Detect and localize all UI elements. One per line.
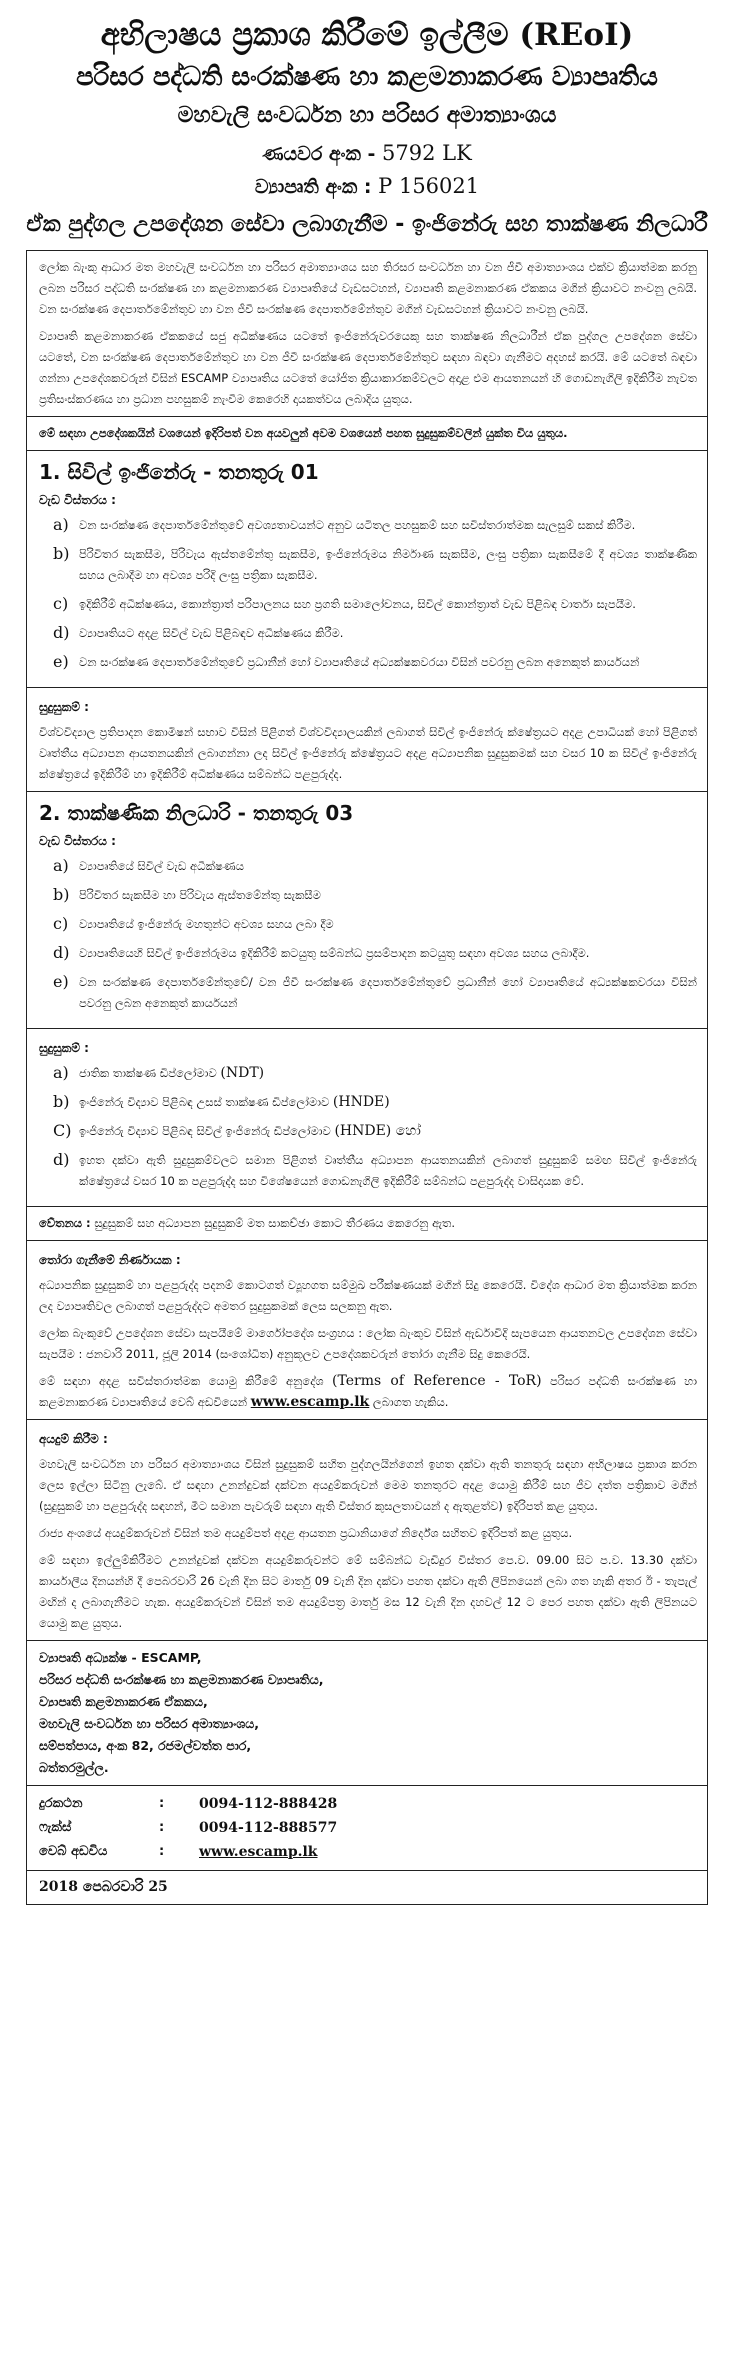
application-label: අයදුම් කිරීම : <box>39 1432 108 1446</box>
item-label: d) <box>53 943 70 962</box>
list-item <box>39 914 697 935</box>
list-item <box>39 1150 697 1192</box>
item-text: වන සංරක්ෂණ දෙපාර්තමේන්තුවේ අවශ්‍යතාවයන්ට අනුව යටිතල පහසුකම් සහ සවිස්තරාත්මක සැලසුම් සකස් කිරීම. <box>79 518 636 532</box>
ministry-name: මහවැලි සංවර්ධන හා පරිසර අමාත්‍යාංශය <box>177 103 557 128</box>
credit-label: ණයවර අංක - <box>262 143 376 165</box>
list-item <box>39 544 697 586</box>
project-number <box>26 171 708 202</box>
phone-label: දුරකථන <box>39 1796 83 1811</box>
salary-note-text: සුදුසුකම් සහ අධ්‍යාපන සුදුසුකම් මත සාකච්ඡා කොට තීරණය කෙරෙනු ඇත. <box>94 1216 456 1230</box>
section-2-title: 2. තාක්ෂණික නිලධාරි - තනතුරු 03 <box>39 801 354 825</box>
web-label: වෙබ් අඩවිය <box>39 1844 108 1859</box>
separator: : <box>159 1844 165 1859</box>
section-2-qual-label: සුදුසුකම් : <box>39 1041 89 1055</box>
item-label: d) <box>53 623 70 642</box>
date-box <box>26 1871 708 1905</box>
contact-details <box>26 1786 708 1871</box>
qual-name: ඉංජිනේරු විද්‍යාව පිළිබඳ උසස් තාක්ෂණ ඩිප්ලෝමාව <box>79 1095 330 1109</box>
section-technical-officer <box>26 792 708 1029</box>
application-paragraph-1: මහවැලි සංවර්ධන හා පරිසර අමාත්‍යාංශය විසින් සුදුසුකම් සහිත පුද්ගලයින්ගෙන් ඉහත දක්වා ඇති තනතුරු සඳහා අභිලාෂය ප්‍රකාශ කරන ලෙස ඉල්ලා සිටිනු ලැබේ. ඒ සඳහා උනන්දුවක් දක්වන අයදුම්කරුවන් මෙම තනතුරට අදළ යොමු කිරීම් සහ ජීව දත්ත පත්‍රිකාව මගින් (සුදුසුකම් හා පළපුරුද්ද සඳහන්, මීට සමාන පැවරුම් සඳහා ඇති විස්තර කුසලතාවයන් ද ඇතුළත්ව) ඉදිරිපත් කළ යුතුය. <box>39 1457 697 1513</box>
notice-date: 2018 පෙබරවාරි 25 <box>39 1879 168 1895</box>
credit-number <box>26 138 708 169</box>
tor-source: පරිසර පද්ධති සංරක්ෂණ හා කළමනාකරණ ව්‍යාපෘතියේ වෙබ් අඩවියෙන් <box>39 1374 697 1409</box>
web-row <box>39 1840 697 1864</box>
section-civil-engineer <box>26 451 708 688</box>
item-text <box>79 1063 697 1084</box>
qual-abbr: (HNDE) <box>332 1094 390 1110</box>
website-link[interactable]: www.escamp.lk <box>250 1394 370 1410</box>
list-item <box>39 856 697 877</box>
address-line: ව්‍යාපෘති අධ්‍යක්ෂ - ESCAMP, <box>39 1650 202 1665</box>
selection-paragraph-1: අධ්‍යාපනික සුදුසුකම් හා පළපුරුද්ද පදනම් කොටගත් ව්‍යූහගත සම්මුඛ පරීක්ෂණයක් මගින් සිදු කෙරෙයි. විදේශ ආධාර මත ක්‍රියාත්මක කරන ලද ව්‍යාපෘතිවල ලබාගත් පළපුරුද්දට අමතර සුදුසුකමක් ලෙස සලකනු ඇත. <box>39 1278 697 1313</box>
fax-row <box>39 1816 697 1840</box>
list-item <box>39 1121 697 1142</box>
item-label: a) <box>53 856 69 875</box>
address-line: ව්‍යාපෘති කළමනාකරණ ඒකකය, <box>39 1694 208 1709</box>
credit-value: 5792 LK <box>382 141 472 165</box>
qual-abbr: (HNDE) හෝ <box>334 1123 421 1139</box>
application-paragraph-2: රාජ්‍ය අංශයේ අයදුම්කරුවන් විසින් තම අයදුම්පත් අදළ ආයතන ප්‍රධානියාගේ නිර්දේශ සහිතව ඉදිරිපත් කළ යුතුය. <box>39 1526 573 1540</box>
item-label: C) <box>53 1121 72 1140</box>
item-label: b) <box>53 885 70 904</box>
section-1-scope-label: වැඩ විස්තරය : <box>39 493 116 507</box>
intro-requirement: මේ සඳහා උපදේශකයින් වශයෙන් ඉදිරිපත් වන අයවලුන් අවම වශයෙන් පහත සුදුසුකම්වලින් යුක්ත විය යුතුය. <box>39 426 568 440</box>
item-label: b) <box>53 544 70 563</box>
address-line: සම්පත්පාය, අංක 82, රජමල්වත්ත පාර, <box>39 1738 252 1753</box>
item-label: d) <box>53 1150 70 1169</box>
item-label: e) <box>53 972 69 991</box>
fax-label: ෆැක්ස් <box>39 1820 72 1835</box>
section-1-qualifications <box>26 688 708 792</box>
qual-abbr: (NDT) <box>220 1065 265 1081</box>
item-text: ව්‍යාපෘතියෙහි සිවිල් ඉංජිනේරුමය ඉදිකිරීම් කටයුතු සම්බන්ධ ප්‍රසම්පාදන කටයුතු සඳහා අවශ්‍ය සහය ලබාදීම. <box>79 946 590 960</box>
notice-title <box>26 16 708 54</box>
item-text: වන සංරක්ෂණ දෙපාර්තමේන්තුවේ/ වන ජීවී සංරක්ෂණ දෙපාර්තමේන්තුවේ ප්‍රධානීන් හෝ ව්‍යාපෘතියේ අධ්‍යක්ෂකවරයා විසින් පවරනු ලබන අනෙකුත් කාර්යයන් <box>79 975 697 1010</box>
item-text: ව්‍යාපෘතියේ ඉංජිනේරු මහතුන්ට අවශ්‍ය සහය ලබා දීම <box>79 917 334 931</box>
tor-intro: මේ සඳහා අදළ සවිස්තරාත්මක යොමු කිරීමේ අනුදේශ <box>39 1374 324 1388</box>
separator: : <box>159 1820 165 1835</box>
selection-criteria <box>26 1241 708 1420</box>
list-item <box>39 1063 697 1084</box>
intro-paragraph-2: ව්‍යාපෘති කළමනාකරණ ඒකකයේ සජු අධීක්ෂණය යටතේ ඉංජිනේරුවරයෙකු සහ තාක්ෂණ නිලධාරීන් ඒක පුද්ගල උපදේශන සේවා යටතේ, වන සංරක්ෂණ දෙපාර්තමේන්තුව හා වන ජීවී සංරක්ෂණ දෙපාර්තමේන්තුව සඳහා බඳවා ගැනීමට අදහස් කරයි. මේ යටතේ බඳවා ගන්නා උපදේශකවරුන් විසින් ESCAMP ව්‍යාපෘතිය යටතේ යෝජිත ක්‍රියාකාරකම්වලට අදාළ එම ආයතනයන් හි ගොඩනැගිලි ඉදිකිරීම නැවත ප්‍රතිසංස්කරණය හා ප්‍රධාන පහසුකම් නැංවීම කෙරෙහි දායකත්වය ලබාදිය යුතුය. <box>39 329 697 406</box>
list-item <box>39 594 697 615</box>
application-section <box>26 1420 708 1641</box>
section-1-qual-label: සුදුසුකම් : <box>39 700 89 714</box>
item-label: e) <box>53 652 69 671</box>
list-item <box>39 623 697 644</box>
item-text: ව්‍යාපෘතියට අදළ සිවිල් වැඩ පිළිබඳව අධීක්ෂණය කිරීම. <box>79 626 344 640</box>
title-sinhala: අභිලාෂය ප්‍රකාශ කිරීමේ ඉල්ලීම <box>100 17 509 53</box>
project-number-label: ව්‍යාපෘති අංක : <box>254 176 372 198</box>
list-item <box>39 943 697 964</box>
project-number-value: P 156021 <box>378 174 480 198</box>
item-text: ඉදිකිරීම් අධීක්ෂණය, කොන්ත්‍රාත් පරිපාලනය සහ ප්‍රගති සමාලෝචනය, සිවිල් කොන්ත්‍රාත් වැඩ පිළිබඳ වාර්තා සැපයීම. <box>79 597 636 611</box>
item-label: c) <box>53 914 69 933</box>
salary-note <box>26 1207 708 1241</box>
address-line: මහවැලි සංවර්ධන හා පරිසර අමාත්‍යාංශය, <box>39 1716 259 1731</box>
item-text <box>79 1121 697 1142</box>
notice-subject: ඒක පුද්ගල උපදේශන සේවා ලබාගැනීම - ඉංජිනේරු සහ තාක්ෂණ නිලධාරී <box>26 212 708 237</box>
section-1-title: 1. සිවිල් ඉංජිනේරු - තනතුරු 01 <box>39 460 319 484</box>
intro-box <box>26 250 708 417</box>
application-paragraph-3: මේ සඳහා ඉල්ලුම්කිරීමට උනන්දුවක් දක්වන අයදුම්කරුවන්ට මේ සම්බන්ධ වැඩිදුර විස්තර පෙ.ව. 09.00 සිට ප.ව. 13.30 දක්වා කාර්යාලීය දිනයන්හි දී පෙබරවාරි 26 වැනි දින සිට මාර්තු 09 වැනි දින දක්වා පහත දක්වා ඇති ලිපිනයෙන් ලබා ගත හැකි අතර ඊ - තැපැල් මඟින් ද ලබාගැනීමට හැක. අයදුම්කරුවන් විසින් තම අයදුම්පත්‍ර මාර්තු මස 12 වැනි දින දහවල් 12 ට පෙර පහත දක්වා ඇති ලිපිනයට යොමු කළ යුතුය. <box>39 1553 697 1630</box>
title-english: (REoI) <box>519 17 634 53</box>
item-text: පිරිවිතර සැකසීම, පිරිවැය ඇස්තමේන්තු සැකසීම, ඉංජිනේරුමය නිර්මාණ සැකසීම, ලංසු පත්‍රිකා සැකසීමේ දී අවශ්‍ය තාක්ෂණික සහය ලබාදීම හා අවශ්‍ය පරිදි ලංසු පත්‍රිකා සැකසීම. <box>79 547 697 582</box>
list-item <box>39 652 697 673</box>
fax-number: 0094-112-888577 <box>199 1820 338 1836</box>
list-item <box>39 972 697 1014</box>
phone-row <box>39 1792 697 1816</box>
item-label: c) <box>53 594 69 613</box>
section-2-qualifications <box>26 1029 708 1207</box>
item-text: ව්‍යාපෘතියේ සිවිල් වැඩ අධීක්ෂණය <box>79 859 244 873</box>
item-label: a) <box>53 515 69 534</box>
salary-note-label: වේතනය : <box>39 1216 91 1230</box>
item-label: a) <box>53 1063 69 1082</box>
intro-requirement-box <box>26 417 708 451</box>
section-2-scope-label: වැඩ විස්තරය : <box>39 834 116 848</box>
tor-available: ලබාගත හැකිය. <box>372 1395 449 1409</box>
phone-number[interactable]: 0094-112-888428 <box>199 1796 338 1812</box>
qual-name: ජාතික තාක්ෂණ ඩිප්ලෝමාව <box>79 1066 217 1080</box>
section-1-qual-text: විශ්වවිද්‍යාල ප්‍රතිපාදන කොමිෂන් සභාව විසින් පිළිගත් විශ්වවිද්‍යාලයකින් ලබාගත් සිවිල් ඉංජිනේරු ක්ෂේත්‍රයට අදළ උපාධියක් හෝ පිළිගත් වෘත්තීය අධ්‍යාපන ආයතනයකින් ලබාගන්නා ලද සිවිල් ඉංජිනේරු ක්ෂේත්‍රයට අදළ අධ්‍යාපනික සුදුසුකමක් සහ වසර 10 ක සිවිල් ඉංජිනේරු ක්ෂේත්‍රයේ ඉදිකිරීම් හා ඉදිකිරීම් අධීක්ෂණය සම්බන්ධ පළපුරුද්ද. <box>39 725 697 781</box>
selection-label: තෝරා ගැනීමේ නිර්ණායක : <box>39 1253 181 1267</box>
item-text <box>79 1092 697 1113</box>
list-item <box>39 1092 697 1113</box>
intro-paragraph-1: ලෝක බැංකු ආධාර මත මහවැලි සංවර්ධන හා පරිසර අමාත්‍යාංශය සහ තිරසර සංවර්ධන හා වන ජීවී අමාත්‍යාංශය එක්ව ක්‍රියාත්මක කරනු ලබන පරිසර පද්ධති සංරක්ෂණ හා කළමනාකරණ ව්‍යාපෘතියේ වැඩසටහන්, ව්‍යාපෘති කළමනාකරණ ඒකකය මගින් ක්‍රියාවට නංවනු ලබයි. වන සංරක්ෂණ දෙපාර්තමේන්තුව හා වන ජීවී සංරක්ෂණ දෙපාර්තමේන්තුව මගින් වැඩසටහන් ක්‍රියාවට නංවනු ලබයි. <box>39 260 697 316</box>
qual-name: ඉංජිනේරු විද්‍යාව පිළිබඳ සිවිල් ඉංජිනේරු ඩිප්ලෝමාව <box>79 1124 331 1138</box>
web-link[interactable]: www.escamp.lk <box>199 1844 318 1860</box>
tor-name: (Terms of Reference - ToR) <box>332 1373 542 1389</box>
separator: : <box>159 1796 165 1811</box>
item-text: ඉහත දක්වා ඇති සුදුසුකම්වලට සමාන පිළිගත් වෘත්තීය අධ්‍යාපන ආයතනයකින් ලබාගත් සුදුසුකම් සමඟ සිවිල් ඉංජිනේරු ක්ෂේත්‍රයේ වසර 10 ක පළපුරුද්ද සහ විශේෂයෙන් ගොඩනැගිලි ඉදිකිරීම් සම්බන්ධ පළපුරුද්ද වාසිදායක වේ. <box>79 1153 697 1188</box>
selection-paragraph-2: ලෝක බැංකුවේ උපදේශන සේවා සැපයීමේ මාර්ගෝපදේශ සංග්‍රහය : ලෝක බැංකුව විසින් ඇර්ඩාවිදි සැපයෙන ආයතනවල උපදේශන සේවා සැපයීම : ජනවාරි 2011, ජූලි 2014 (සංශෝධිත) අනුකූලව උපදේශකවරුන් තෝරා ගැනීම සිදු කෙරෙයි. <box>39 1326 697 1361</box>
item-text: වන සංරක්ෂණ දෙපාර්තමේන්තුවේ ප්‍රධානීන් හෝ ව්‍යාපෘතියේ අධ්‍යක්ෂකවරයා විසින් පවරනු ලබන අනෙකුත් කාර්යයන් <box>79 655 640 669</box>
list-item <box>39 885 697 906</box>
selection-paragraph-3 <box>39 1371 697 1413</box>
list-item <box>39 515 697 536</box>
address-line: බත්තරමුල්ල. <box>39 1760 109 1775</box>
contact-box <box>26 1641 708 1786</box>
address-line: පරිසර පද්ධති සංරක්ෂණ හා කළමනාකරණ ව්‍යාපෘතිය, <box>39 1672 324 1687</box>
item-label: b) <box>53 1092 70 1111</box>
project-name: පරිසර පද්ධති සංරක්ෂණ හා කළමනාකරණ ව්‍යාපෘතිය <box>76 62 658 92</box>
item-text: පිරිවිතර සැකසීම හා පිරිවැය ඇස්තමේන්තු සැකසීම <box>79 888 321 902</box>
